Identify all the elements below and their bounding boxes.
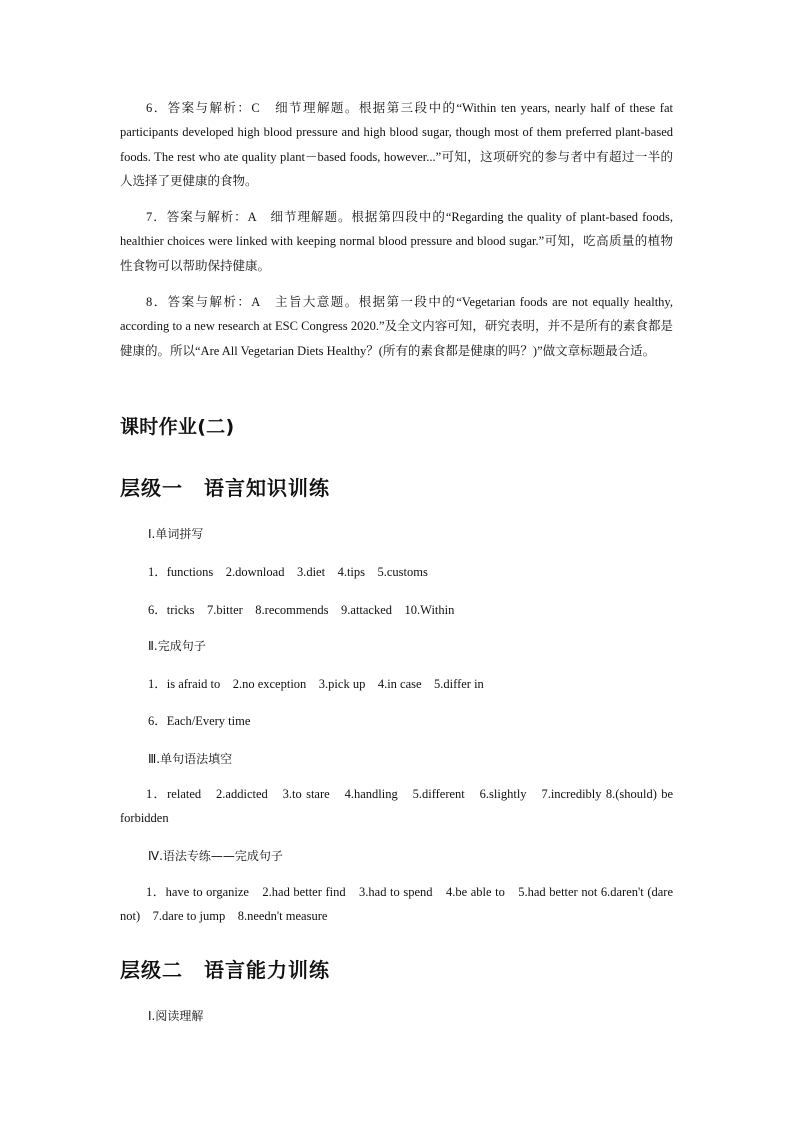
section-reading-title: Ⅰ.阅读理解 xyxy=(148,1009,204,1023)
level1-title: 层级一 语言知识训练 xyxy=(120,476,330,500)
section-complete-sentences-title: Ⅱ.完成句子 xyxy=(148,639,206,653)
answer-8: 8．答案与解析：A 主旨大意题。根据第一段中的“Vegetarian foods are not equally healthy, according to a new research at ESC Congress 2020.”及全文内容可知，研究表明，并不是所有的素食都是健康的。所以“Are All Vegetarian Diets Healthy？(所有的素食都是健康的吗？)”做文章标题最合适。 xyxy=(120,295,673,358)
grammar-practice-answers: 1．have to organize 2.had better find 3.had to spend 4.be able to 5.had better not 6.daren't (dare not) 7.dare to jump 8.needn't measure xyxy=(120,885,673,924)
section-grammar-practice-title: Ⅳ.语法专练——完成句子 xyxy=(148,849,283,863)
grammar-fill-answers: 1．related 2.addicted 3.to stare 4.handling 5.different 6.slightly 7.incredibly 8.(should) be forbidden xyxy=(120,787,673,826)
homework-title: 课时作业(二) xyxy=(120,416,235,438)
section-grammar-fill-title: Ⅲ.单句语法填空 xyxy=(148,752,233,766)
section-word-spelling-title: Ⅰ.单词拼写 xyxy=(148,527,204,541)
level2-title: 层级二 语言能力训练 xyxy=(120,958,330,982)
complete-sentences-line-1: 1．is afraid to 2.no exception 3.pick up 4.in case 5.differ in xyxy=(148,677,484,691)
word-spelling-line-1: 1．functions 2.download 3.diet 4.tips 5.customs xyxy=(148,565,428,579)
word-spelling-line-2: 6．tricks 7.bitter 8.recommends 9.attacked 10.Within xyxy=(148,603,455,617)
answer-6: 6．答案与解析：C 细节理解题。根据第三段中的“Within ten years, nearly half of these fat participants developed high blood pressure and high blood sugar, though most of them preferred plant-based foods. The rest who ate quality plant－based foods, however...”可知，这项研究的参与者中有超过一半的人选择了更健康的食物。 xyxy=(120,101,673,188)
complete-sentences-line-2: 6．Each/Every time xyxy=(148,714,251,728)
answer-7: 7．答案与解析：A 细节理解题。根据第四段中的“Regarding the quality of plant-based foods, healthier choices were linked with keeping normal blood pressure and blood sugar.”可知，吃高质量的植物性食物可以帮助保持健康。 xyxy=(120,210,673,273)
